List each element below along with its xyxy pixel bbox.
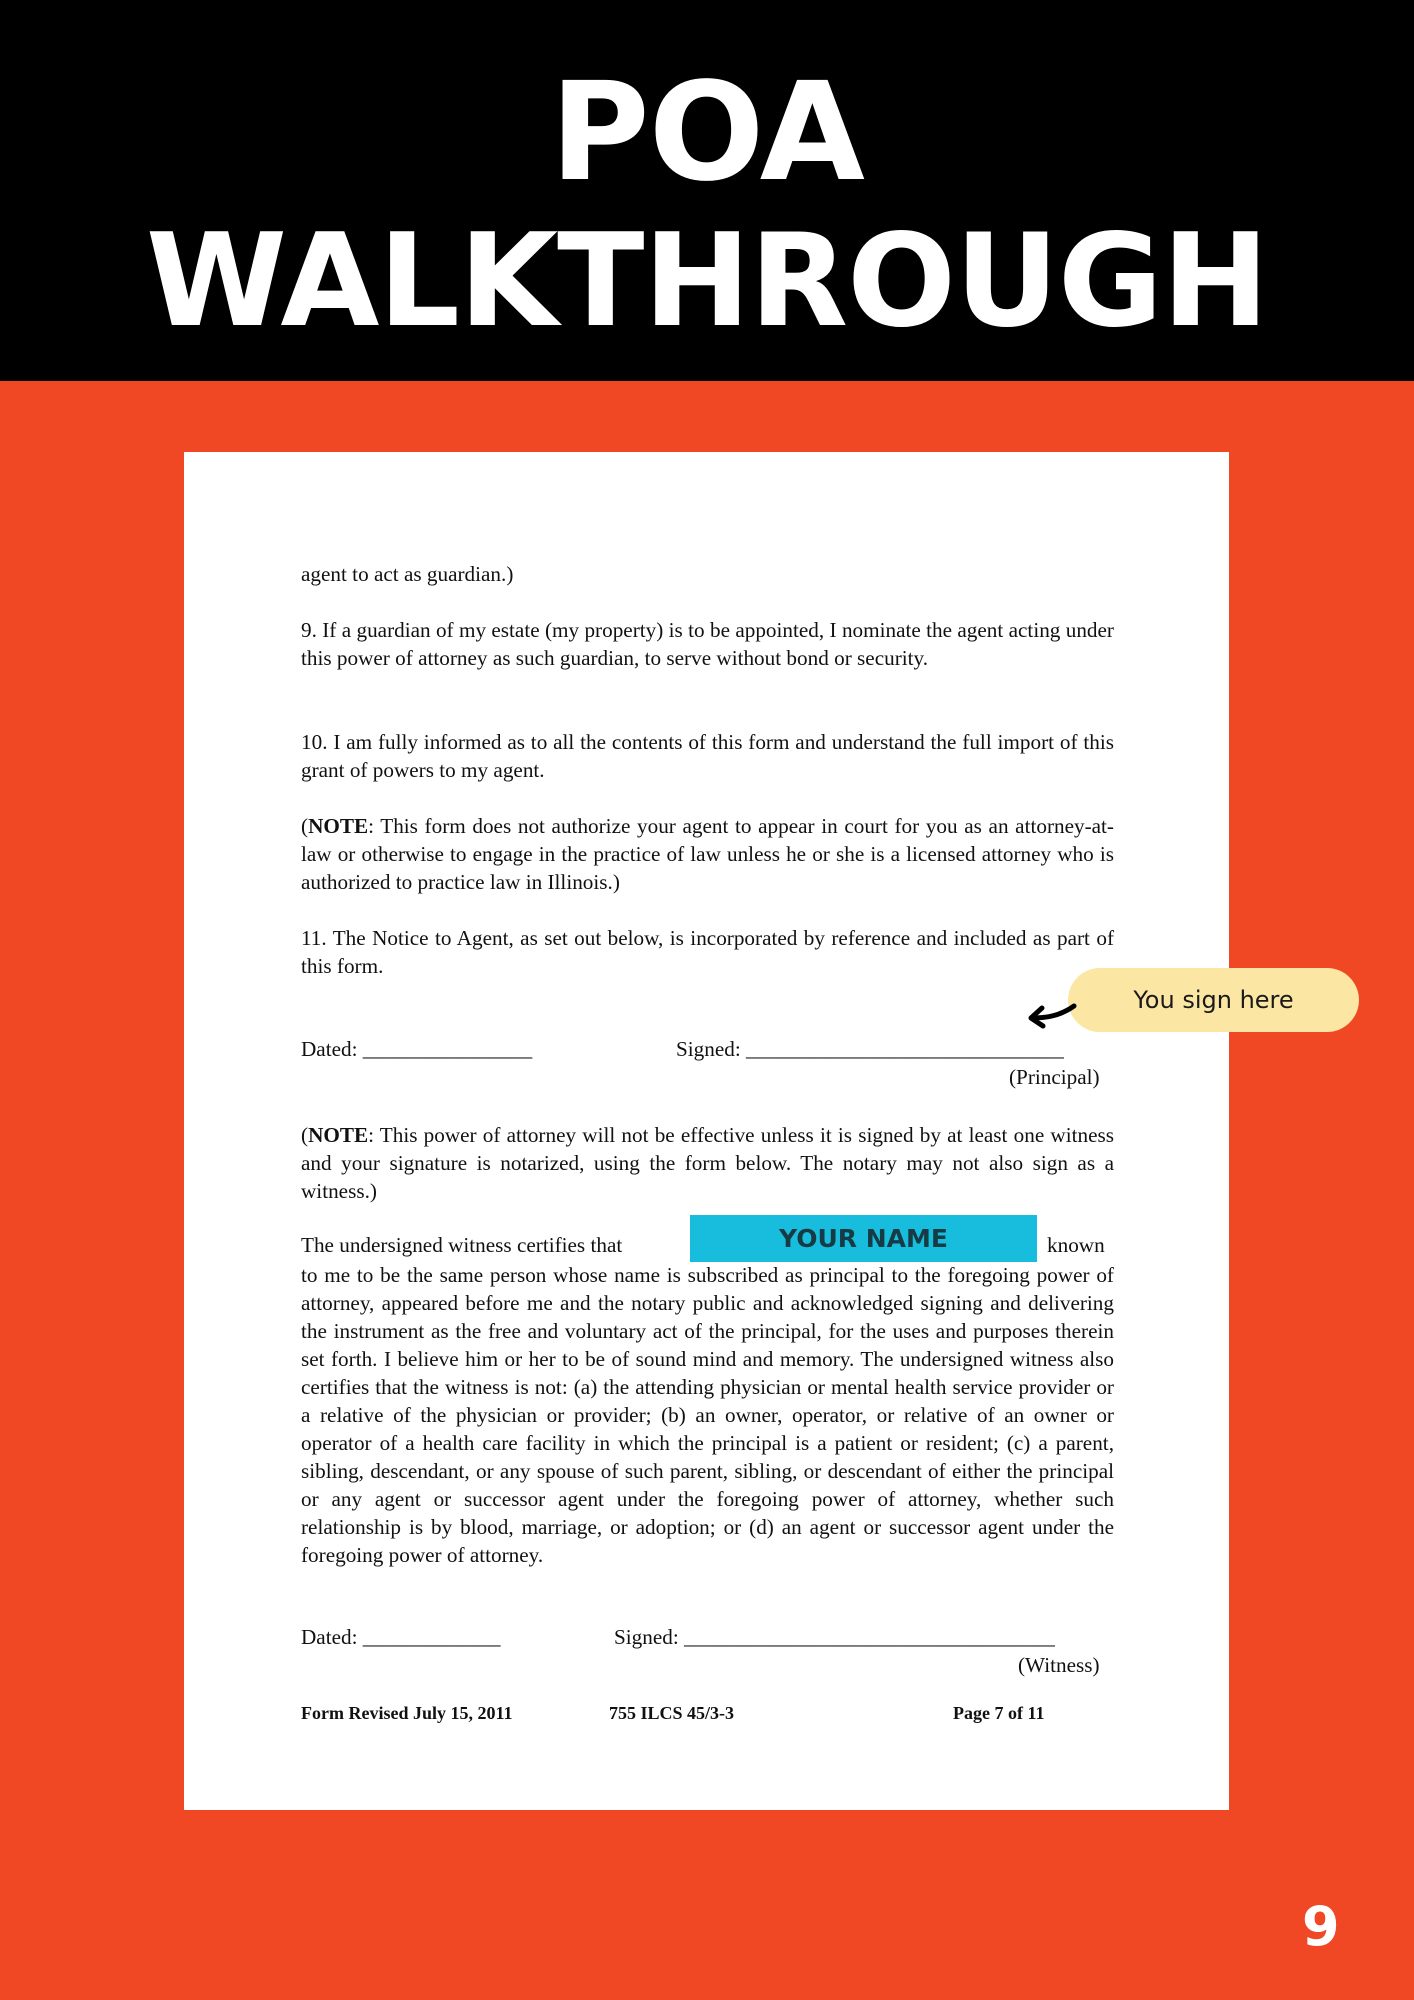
doc-paragraph-10: 10. I am fully informed as to all the contents of this form and understand the full import of this grant of powers to my agent.: [301, 730, 1114, 782]
your-name-highlight: YOUR NAME: [690, 1215, 1037, 1262]
dated-line-witness: Dated: _____________: [301, 1625, 501, 1649]
sign-here-callout: You sign here: [1068, 968, 1359, 1032]
dated-line-principal: Dated: ________________: [301, 1037, 533, 1061]
principal-label: (Principal): [1009, 1065, 1100, 1089]
page-number: 9: [1302, 1895, 1340, 1958]
signed-line-witness: Signed: ___________________________________: [614, 1625, 1055, 1649]
witness-lead-text: The undersigned witness certifies that: [301, 1233, 623, 1257]
header-banner: [0, 0, 1414, 381]
footer-statute: 755 ILCS 45/3-3: [609, 1703, 735, 1723]
signed-line-principal: Signed: ______________________________: [676, 1037, 1064, 1061]
footer-page-count: Page 7 of 11: [953, 1703, 1045, 1723]
title-line-1: POA: [550, 54, 864, 212]
title-line-2: WALKTHROUGH: [145, 207, 1269, 356]
doc-paragraph-0: agent to act as guardian.): [301, 562, 514, 586]
witness-known-text: known: [1047, 1233, 1105, 1257]
doc-paragraph-9: 9. If a guardian of my estate (my property) is to be appointed, I nominate the agent acting under this power of attorney as such guardian, to serve without bond or security.: [301, 618, 1114, 670]
footer-form-revised: Form Revised July 15, 2011: [301, 1703, 513, 1723]
doc-note-witness: (NOTE: This power of attorney will not be effective unless it is signed by at least one witness and your signature is notarized, using the form below. The notary may not also sign as a witness.): [301, 1123, 1114, 1203]
doc-paragraph-11: 11. The Notice to Agent, as set out below, is incorporated by reference and included as part of this form.: [301, 926, 1114, 978]
doc-note-court: (NOTE: This form does not authorize your agent to appear in court for you as an attorney-at-law or otherwise to engage in the practice of law unless he or she is a licensed attorney who is authorized to practice law in Illinois.): [301, 814, 1114, 894]
arrow-left-icon: [1026, 998, 1078, 1032]
witness-label: (Witness): [1018, 1653, 1100, 1677]
witness-certification-body: to me to be the same person whose name is subscribed as principal to the foregoing power of attorney, appeared before me and the notary public and acknowledged signing and delivering the instrument as the free and voluntary act of the principal, for the uses and purposes therein set forth. I believe him or her to be of sound mind and memory. The undersigned witness also certifies that the witness is not: (a) the attending physician or mental health service provider or a relative of the physician or provider; (b) an owner, operator, or relative of an owner or operator of a health care facility in which the principal is a patient or resident; (c) a parent, sibling, descendant, or any spouse of such parent, sibling, or descendant of either the principal or any agent or successor agent under the foregoing power of attorney, whether such relationship is by blood, marriage, or adoption; or (d) an agent or successor agent under the foregoing power of attorney.: [301, 1263, 1114, 1567]
